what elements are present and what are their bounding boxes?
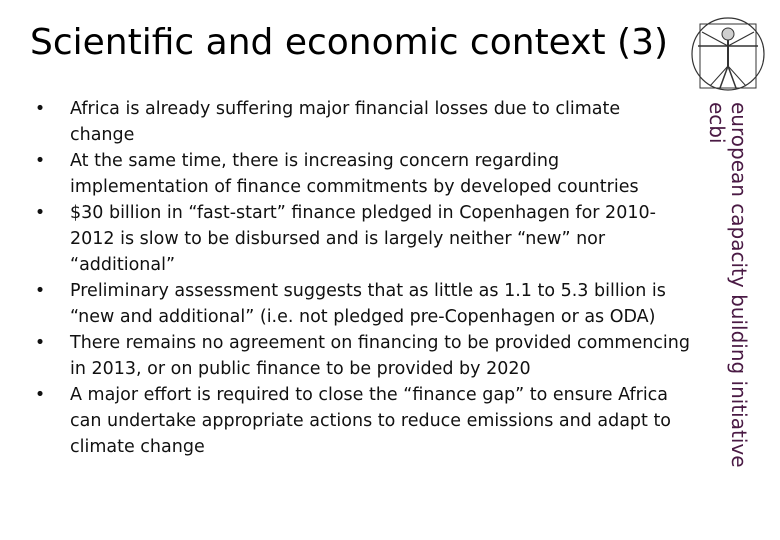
bullet-text: $30 billion in “fast-start” finance pledged in Copenhagen for 2010-2012 is slow to be disbursed and is largely neither “new” nor “additional” [70,203,656,275]
organization-name-vertical [690,102,750,522]
bullet-text: Preliminary assessment suggests that as little as 1.1 to 5.3 billion is “new and additional” (i.e. not pledged pre-Copenhagen or as ODA) [70,281,666,327]
bullet-dot-icon: • [34,151,46,171]
bullet-item [30,148,690,200]
bullet-item [30,278,690,330]
logo-head [722,28,734,40]
bullet-text: A major effort is required to close the “finance gap” to ensure Africa can undertake appropriate actions to reduce emissions and adapt to climate change [70,385,672,457]
bullet-dot-icon: • [34,99,46,119]
bullet-text: Africa is already suffering major financial losses due to climate change [70,99,621,145]
bullet-dot-icon: • [34,385,46,405]
slide-title: Scientific and economic context (3) [30,22,669,63]
bullet-dot-icon: • [34,333,46,353]
logo-graphic [686,10,770,100]
logo-leg-spread-right [728,66,746,86]
organization-full-name: european capacity building initiative [727,102,751,468]
bullet-list [30,96,690,460]
bullet-item [30,382,690,460]
bullet-text: There remains no agreement on financing to be provided commencing in 2013, or on public finance to be provided by 2020 [70,333,690,379]
bullet-item [30,330,690,382]
bullet-item [30,200,690,278]
bullet-dot-icon: • [34,203,46,223]
organization-acronym: ecbi [705,102,729,144]
vitruvian-man-icon [686,10,770,100]
logo-leg-left [720,66,728,88]
bullet-item [30,96,690,148]
logo-leg-right [728,66,736,88]
logo-leg-spread-left [710,66,728,86]
bullet-text: At the same time, there is increasing concern regarding implementation of finance commitments by developed countries [70,151,639,197]
bullet-dot-icon: • [34,281,46,301]
